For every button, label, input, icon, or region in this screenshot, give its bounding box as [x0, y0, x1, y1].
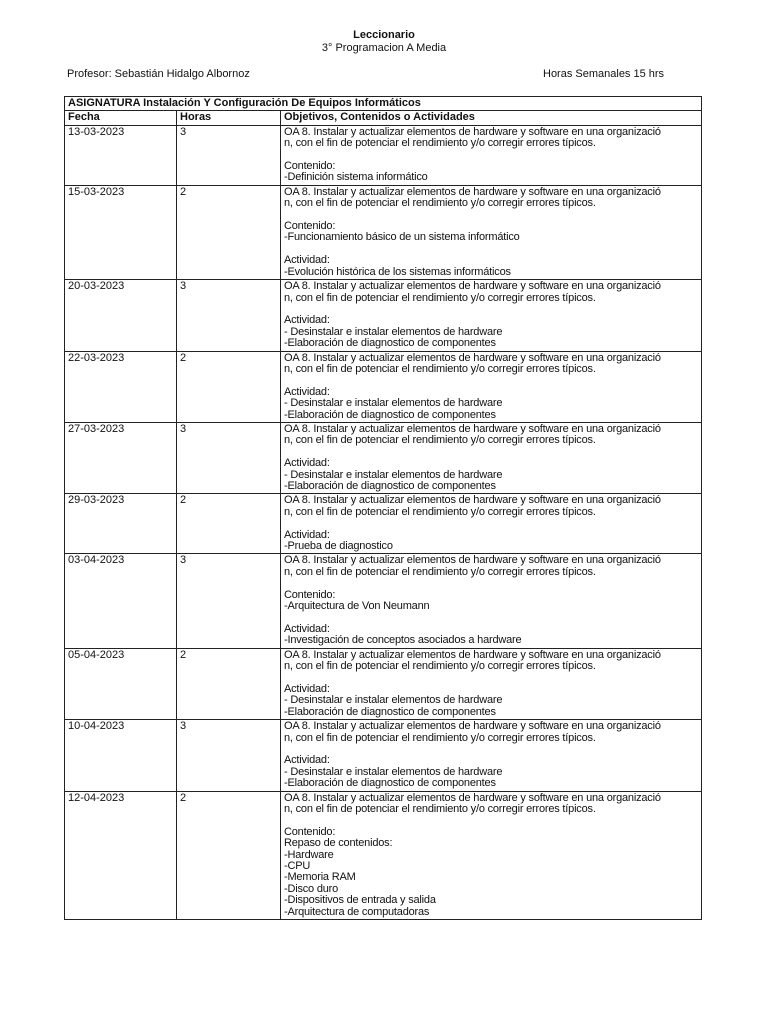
cell-horas: 3 [177, 554, 281, 648]
column-header-objetivos: Objetivos, Contenidos o Actividades [281, 111, 702, 125]
table-row [65, 554, 702, 648]
cell-contenido: OA 8. Instalar y actualizar elementos de hardware y software en una organizació n, con el fin de potenciar el rendimiento y/o corregir errores típicos. Contenido: -Arquitectura de Von Neumann Actividad: -Investigación de conceptos asociados a hardware [281, 554, 702, 648]
cell-fecha: 03-04-2023 [65, 554, 177, 648]
subject-heading: ASIGNATURA Instalación Y Configuración De Equipos Informáticos [65, 97, 702, 111]
cell-contenido: OA 8. Instalar y actualizar elementos de hardware y software en una organizació n, con el fin de potenciar el rendimiento y/o corregir errores típicos. Actividad: - Desinstalar e instalar elementos de hardware -Elaboración de diagnostico de componentes [281, 422, 702, 493]
table-row [65, 125, 702, 185]
cell-contenido: OA 8. Instalar y actualizar elementos de hardware y software en una organizació n, con el fin de potenciar el rendimiento y/o corregir errores típicos. Actividad: - Desinstalar e instalar elementos de hardware -Elaboración de diagnostico de componentes [281, 720, 702, 791]
cell-horas: 3 [177, 720, 281, 791]
cell-horas: 3 [177, 125, 281, 185]
cell-fecha: 29-03-2023 [65, 494, 177, 554]
subject-row [65, 97, 702, 111]
document-title: Leccionario [353, 29, 415, 41]
cell-fecha: 15-03-2023 [65, 185, 177, 279]
table-row [65, 720, 702, 791]
column-header-fecha: Fecha [65, 111, 177, 125]
weekly-hours: Horas Semanales 15 hrs [543, 68, 665, 80]
cell-contenido: OA 8. Instalar y actualizar elementos de hardware y software en una organizació n, con el fin de potenciar el rendimiento y/o corregir errores típicos. Actividad: - Desinstalar e instalar elementos de hardware -Elaboración de diagnostico de componentes [281, 351, 702, 422]
table-row [65, 494, 702, 554]
cell-horas: 2 [177, 791, 281, 919]
cell-contenido: OA 8. Instalar y actualizar elementos de hardware y software en una organizació n, con el fin de potenciar el rendimiento y/o corregir errores típicos. Actividad: - Desinstalar e instalar elementos de hardware -Elaboración de diagnostico de componentes [281, 280, 702, 351]
cell-horas: 3 [177, 280, 281, 351]
table-row [65, 791, 702, 919]
cell-contenido: OA 8. Instalar y actualizar elementos de hardware y software en una organizació n, con el fin de potenciar el rendimiento y/o corregir errores típicos. Contenido: -Definición sistema informático [281, 125, 702, 185]
cell-horas: 2 [177, 185, 281, 279]
course-subtitle: 3° Programacion A Media [321, 42, 447, 54]
cell-contenido: OA 8. Instalar y actualizar elementos de hardware y software en una organizació n, con el fin de potenciar el rendimiento y/o corregir errores típicos. Actividad: -Prueba de diagnostico [281, 494, 702, 554]
cell-fecha: 20-03-2023 [65, 280, 177, 351]
cell-fecha: 22-03-2023 [65, 351, 177, 422]
table-row [65, 648, 702, 719]
column-header-horas: Horas [177, 111, 281, 125]
cell-horas: 2 [177, 648, 281, 719]
cell-contenido: OA 8. Instalar y actualizar elementos de hardware y software en una organizació n, con el fin de potenciar el rendimiento y/o corregir errores típicos. Contenido: Repaso de contenidos: -Hardware -CPU -Memoria RAM -Disco duro -Dispositivos de entrada y salida -Arquitectura de computadoras [281, 791, 702, 919]
cell-horas: 2 [177, 351, 281, 422]
cell-fecha: 12-04-2023 [65, 791, 177, 919]
teacher-name: Profesor: Sebastián Hidalgo Albornoz [67, 68, 250, 80]
cell-contenido: OA 8. Instalar y actualizar elementos de hardware y software en una organizació n, con el fin de potenciar el rendimiento y/o corregir errores típicos. Contenido: -Funcionamiento básico de un sistema informático Actividad: -Evolución histórica de los sistemas informáticos [281, 185, 702, 279]
table-row [65, 422, 702, 493]
cell-contenido: OA 8. Instalar y actualizar elementos de hardware y software en una organizació n, con el fin de potenciar el rendimiento y/o corregir errores típicos. Actividad: - Desinstalar e instalar elementos de hardware -Elaboración de diagnostico de componentes [281, 648, 702, 719]
table-row [65, 185, 702, 279]
cell-fecha: 10-04-2023 [65, 720, 177, 791]
cell-fecha: 05-04-2023 [65, 648, 177, 719]
cell-horas: 2 [177, 494, 281, 554]
lesson-table [64, 96, 702, 920]
cell-fecha: 27-03-2023 [65, 422, 177, 493]
column-header-row [65, 111, 702, 125]
cell-horas: 3 [177, 422, 281, 493]
cell-fecha: 13-03-2023 [65, 125, 177, 185]
table-row [65, 351, 702, 422]
table-row [65, 280, 702, 351]
